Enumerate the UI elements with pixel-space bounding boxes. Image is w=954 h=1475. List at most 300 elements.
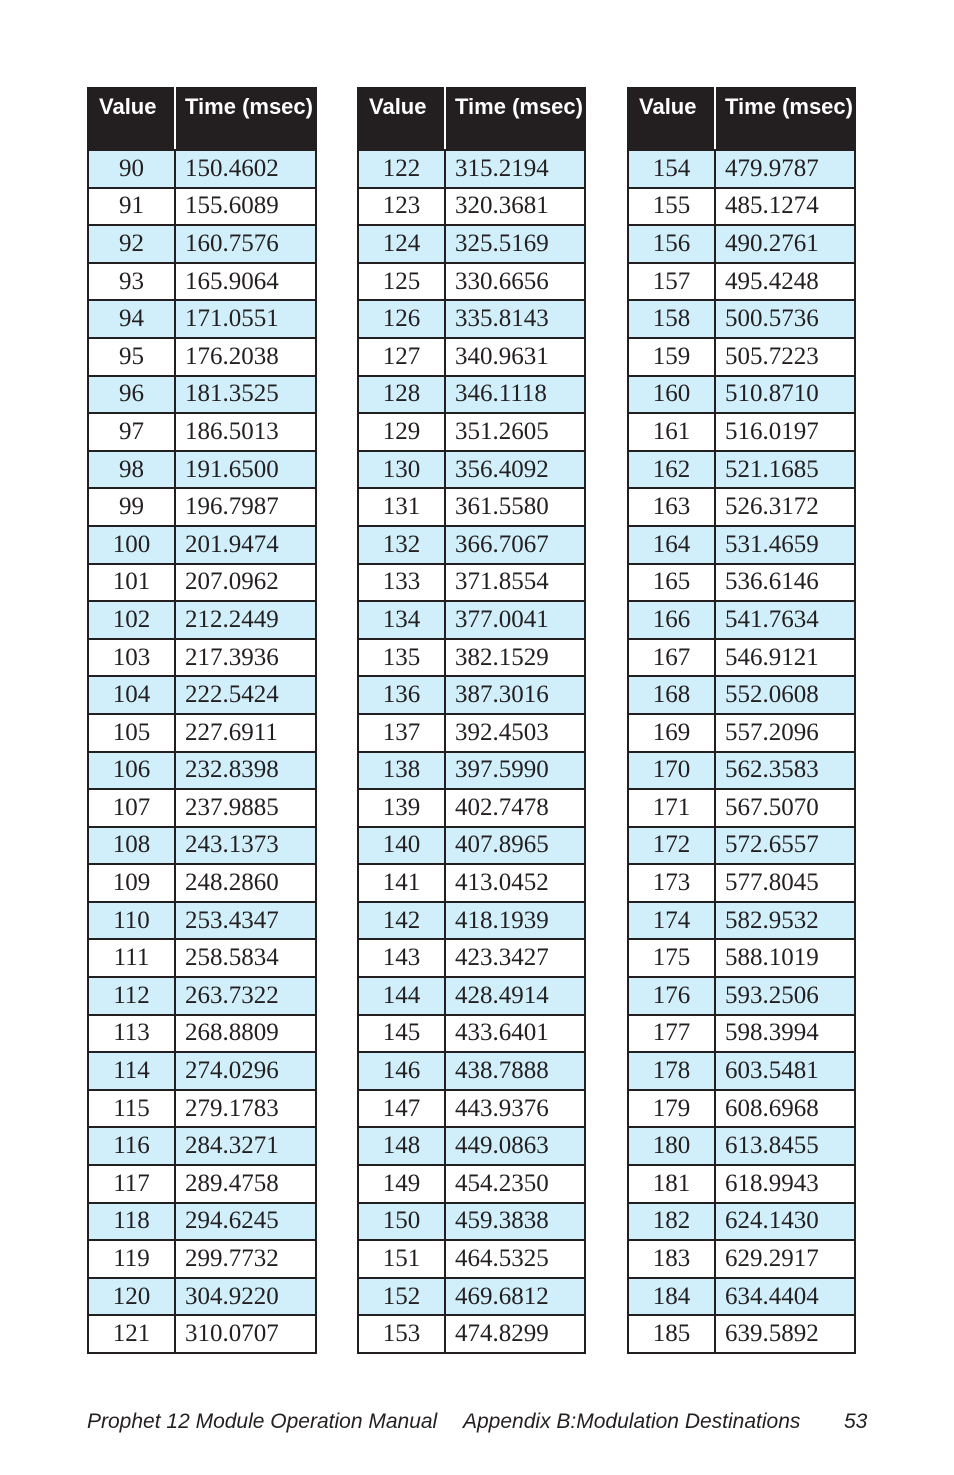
table-row: [88, 1090, 316, 1128]
table-row: [88, 488, 316, 526]
table-row: [358, 714, 585, 752]
time-cell: 454.2350: [445, 1165, 585, 1203]
value-cell: 131: [358, 488, 445, 526]
value-cell: 90: [88, 150, 175, 188]
time-cell: 207.0962: [175, 564, 316, 602]
value-cell: 136: [358, 676, 445, 714]
time-cell: 279.1783: [175, 1090, 316, 1128]
value-cell: 126: [358, 300, 445, 338]
table-row: [88, 338, 316, 376]
table-row: [358, 1203, 585, 1241]
table-row: [628, 1090, 855, 1128]
value-cell: 115: [88, 1090, 175, 1128]
value-cell: 151: [358, 1240, 445, 1278]
value-cell: 181: [628, 1165, 715, 1203]
value-cell: 182: [628, 1203, 715, 1241]
value-cell: 100: [88, 526, 175, 564]
value-cell: 161: [628, 413, 715, 451]
time-cell: 304.9220: [175, 1278, 316, 1316]
value-cell: 162: [628, 451, 715, 489]
table-row: [628, 526, 855, 564]
table-row: [628, 827, 855, 865]
time-cell: 227.6911: [175, 714, 316, 752]
table-row: [88, 714, 316, 752]
time-cell: 387.3016: [445, 676, 585, 714]
time-cell: 150.4602: [175, 150, 316, 188]
time-cell: 546.9121: [715, 639, 855, 677]
table-row: [358, 1165, 585, 1203]
value-cell: 127: [358, 338, 445, 376]
value-cell: 164: [628, 526, 715, 564]
value-cell: 129: [358, 413, 445, 451]
table-row: [88, 977, 316, 1015]
value-cell: 99: [88, 488, 175, 526]
time-cell: 371.8554: [445, 564, 585, 602]
value-cell: 119: [88, 1240, 175, 1278]
table-row: [88, 564, 316, 602]
value-cell: 170: [628, 752, 715, 790]
time-cell: 176.2038: [175, 338, 316, 376]
table-row: [88, 300, 316, 338]
time-cell: 346.1118: [445, 376, 585, 414]
table-row: [88, 1315, 316, 1353]
value-cell: 98: [88, 451, 175, 489]
value-cell: 183: [628, 1240, 715, 1278]
time-cell: 284.3271: [175, 1127, 316, 1165]
table-row: [628, 639, 855, 677]
value-cell: 165: [628, 564, 715, 602]
time-cell: 160.7576: [175, 225, 316, 263]
table-row: [358, 1090, 585, 1128]
value-cell: 154: [628, 150, 715, 188]
value-cell: 147: [358, 1090, 445, 1128]
table-row: [88, 864, 316, 902]
table-row: [628, 451, 855, 489]
table-row: [628, 1127, 855, 1165]
value-cell: 153: [358, 1315, 445, 1353]
value-cell: 159: [628, 338, 715, 376]
table-row: [628, 977, 855, 1015]
time-cell: 479.9787: [715, 150, 855, 188]
value-cell: 106: [88, 752, 175, 790]
table-row: [358, 1015, 585, 1053]
table-row: [88, 939, 316, 977]
value-time-tables: [87, 87, 855, 1360]
time-cell: 490.2761: [715, 225, 855, 263]
value-cell: 93: [88, 263, 175, 301]
table-header-row: [358, 88, 585, 150]
value-cell: 150: [358, 1203, 445, 1241]
value-cell: 160: [628, 376, 715, 414]
table-row: [628, 864, 855, 902]
table-row: [628, 225, 855, 263]
value-cell: 92: [88, 225, 175, 263]
table-row: [628, 1278, 855, 1316]
time-cell: 212.2449: [175, 601, 316, 639]
time-cell: 613.8455: [715, 1127, 855, 1165]
time-cell: 423.3427: [445, 939, 585, 977]
time-cell: 618.9943: [715, 1165, 855, 1203]
time-cell: 181.3525: [175, 376, 316, 414]
time-cell: 196.7987: [175, 488, 316, 526]
time-cell: 443.9376: [445, 1090, 585, 1128]
table-row: [358, 150, 585, 188]
table-row: [628, 376, 855, 414]
value-cell: 120: [88, 1278, 175, 1316]
time-cell: 469.6812: [445, 1278, 585, 1316]
table-row: [628, 1203, 855, 1241]
table-row: [358, 1127, 585, 1165]
table-row: [88, 676, 316, 714]
time-cell: 407.8965: [445, 827, 585, 865]
value-cell: 94: [88, 300, 175, 338]
table-row: [628, 188, 855, 226]
time-cell: 402.7478: [445, 789, 585, 827]
table-row: [628, 939, 855, 977]
table-row: [628, 1052, 855, 1090]
value-column-header: Value: [358, 88, 445, 150]
table-row: [358, 639, 585, 677]
value-cell: 132: [358, 526, 445, 564]
value-cell: 169: [628, 714, 715, 752]
time-cell: 639.5892: [715, 1315, 855, 1353]
value-cell: 105: [88, 714, 175, 752]
time-cell: 217.3936: [175, 639, 316, 677]
table-row: [358, 789, 585, 827]
time-cell: 541.7634: [715, 601, 855, 639]
time-cell: 165.9064: [175, 263, 316, 301]
table-row: [88, 1240, 316, 1278]
value-cell: 140: [358, 827, 445, 865]
time-cell: 289.4758: [175, 1165, 316, 1203]
table-row: [358, 451, 585, 489]
value-cell: 118: [88, 1203, 175, 1241]
value-cell: 130: [358, 451, 445, 489]
value-cell: 122: [358, 150, 445, 188]
value-cell: 133: [358, 564, 445, 602]
time-cell: 366.7067: [445, 526, 585, 564]
value-cell: 102: [88, 601, 175, 639]
table-row: [358, 300, 585, 338]
value-cell: 107: [88, 789, 175, 827]
time-cell: 572.6557: [715, 827, 855, 865]
time-cell: 222.5424: [175, 676, 316, 714]
value-cell: 143: [358, 939, 445, 977]
value-cell: 146: [358, 1052, 445, 1090]
time-cell: 340.9631: [445, 338, 585, 376]
time-cell: 516.0197: [715, 413, 855, 451]
table-row: [358, 225, 585, 263]
table-row: [88, 413, 316, 451]
time-cell: 428.4914: [445, 977, 585, 1015]
page-footer: [87, 1410, 867, 1440]
value-cell: 123: [358, 188, 445, 226]
table-row: [628, 676, 855, 714]
value-cell: 110: [88, 902, 175, 940]
time-cell: 243.1373: [175, 827, 316, 865]
table-row: [88, 1165, 316, 1203]
time-cell: 320.3681: [445, 188, 585, 226]
time-cell: 171.0551: [175, 300, 316, 338]
table-row: [88, 150, 316, 188]
time-cell: 505.7223: [715, 338, 855, 376]
time-cell: 191.6500: [175, 451, 316, 489]
table-row: [628, 1315, 855, 1353]
value-time-table-3: [627, 87, 856, 1354]
table-row: [88, 1278, 316, 1316]
table-row: [88, 902, 316, 940]
value-cell: 91: [88, 188, 175, 226]
value-cell: 134: [358, 601, 445, 639]
time-cell: 201.9474: [175, 526, 316, 564]
value-cell: 152: [358, 1278, 445, 1316]
value-cell: 141: [358, 864, 445, 902]
table-row: [628, 1165, 855, 1203]
value-cell: 158: [628, 300, 715, 338]
table-row: [358, 488, 585, 526]
value-cell: 104: [88, 676, 175, 714]
table-row: [88, 639, 316, 677]
table-row: [358, 902, 585, 940]
time-cell: 495.4248: [715, 263, 855, 301]
time-cell: 593.2506: [715, 977, 855, 1015]
table-row: [358, 338, 585, 376]
value-cell: 175: [628, 939, 715, 977]
table-header-row: [88, 88, 316, 150]
time-cell: 485.1274: [715, 188, 855, 226]
value-cell: 116: [88, 1127, 175, 1165]
value-column-header: Value: [88, 88, 175, 150]
table-row: [88, 789, 316, 827]
table-row: [358, 676, 585, 714]
value-cell: 145: [358, 1015, 445, 1053]
time-cell: 397.5990: [445, 752, 585, 790]
table-row: [358, 864, 585, 902]
time-cell: 562.3583: [715, 752, 855, 790]
table-row: [358, 376, 585, 414]
time-column-header: Time (msec): [715, 88, 855, 150]
value-cell: 96: [88, 376, 175, 414]
time-cell: 603.5481: [715, 1052, 855, 1090]
time-cell: 263.7322: [175, 977, 316, 1015]
time-cell: 531.4659: [715, 526, 855, 564]
time-cell: 268.8809: [175, 1015, 316, 1053]
value-cell: 101: [88, 564, 175, 602]
section-title: Appendix B:Modulation Destinations: [463, 1410, 801, 1433]
time-cell: 449.0863: [445, 1127, 585, 1165]
table-row: [88, 526, 316, 564]
value-cell: 180: [628, 1127, 715, 1165]
value-cell: 113: [88, 1015, 175, 1053]
table-row: [88, 188, 316, 226]
time-cell: 577.8045: [715, 864, 855, 902]
table-row: [358, 752, 585, 790]
table-row: [358, 526, 585, 564]
time-cell: 253.4347: [175, 902, 316, 940]
table-row: [358, 564, 585, 602]
time-cell: 248.2860: [175, 864, 316, 902]
time-cell: 361.5580: [445, 488, 585, 526]
time-cell: 418.1939: [445, 902, 585, 940]
time-cell: 351.2605: [445, 413, 585, 451]
time-cell: 433.6401: [445, 1015, 585, 1053]
value-cell: 172: [628, 827, 715, 865]
table-row: [358, 1052, 585, 1090]
table-row: [628, 752, 855, 790]
table-row: [628, 902, 855, 940]
time-cell: 325.5169: [445, 225, 585, 263]
value-cell: 171: [628, 789, 715, 827]
value-cell: 157: [628, 263, 715, 301]
table-row: [628, 564, 855, 602]
time-cell: 377.0041: [445, 601, 585, 639]
time-cell: 310.0707: [175, 1315, 316, 1353]
time-cell: 608.6968: [715, 1090, 855, 1128]
value-cell: 168: [628, 676, 715, 714]
table-row: [358, 188, 585, 226]
time-cell: 526.3172: [715, 488, 855, 526]
table-row: [88, 601, 316, 639]
time-column-header: Time (msec): [445, 88, 585, 150]
table-row: [88, 263, 316, 301]
time-cell: 382.1529: [445, 639, 585, 677]
time-cell: 598.3994: [715, 1015, 855, 1053]
table-row: [628, 1015, 855, 1053]
value-cell: 185: [628, 1315, 715, 1353]
time-cell: 392.4503: [445, 714, 585, 752]
table-row: [628, 300, 855, 338]
table-row: [88, 827, 316, 865]
value-cell: 176: [628, 977, 715, 1015]
value-cell: 97: [88, 413, 175, 451]
time-cell: 237.9885: [175, 789, 316, 827]
time-cell: 567.5070: [715, 789, 855, 827]
table-row: [628, 1240, 855, 1278]
page-number: 53: [844, 1410, 868, 1433]
table-row: [628, 413, 855, 451]
value-cell: 139: [358, 789, 445, 827]
time-cell: 624.1430: [715, 1203, 855, 1241]
value-cell: 112: [88, 977, 175, 1015]
table-row: [628, 263, 855, 301]
value-cell: 177: [628, 1015, 715, 1053]
table-header-row: [628, 88, 855, 150]
table-row: [358, 263, 585, 301]
value-column-header: Value: [628, 88, 715, 150]
table-row: [358, 413, 585, 451]
value-cell: 149: [358, 1165, 445, 1203]
table-row: [88, 1015, 316, 1053]
value-cell: 174: [628, 902, 715, 940]
time-cell: 536.6146: [715, 564, 855, 602]
table-row: [358, 1315, 585, 1353]
time-cell: 413.0452: [445, 864, 585, 902]
table-row: [88, 752, 316, 790]
time-cell: 155.6089: [175, 188, 316, 226]
time-cell: 335.8143: [445, 300, 585, 338]
time-cell: 500.5736: [715, 300, 855, 338]
time-cell: 274.0296: [175, 1052, 316, 1090]
value-cell: 167: [628, 639, 715, 677]
value-cell: 173: [628, 864, 715, 902]
time-cell: 258.5834: [175, 939, 316, 977]
value-cell: 155: [628, 188, 715, 226]
time-cell: 629.2917: [715, 1240, 855, 1278]
value-cell: 137: [358, 714, 445, 752]
time-cell: 232.8398: [175, 752, 316, 790]
value-cell: 108: [88, 827, 175, 865]
value-cell: 117: [88, 1165, 175, 1203]
value-cell: 184: [628, 1278, 715, 1316]
value-cell: 111: [88, 939, 175, 977]
value-cell: 142: [358, 902, 445, 940]
time-cell: 588.1019: [715, 939, 855, 977]
time-cell: 464.5325: [445, 1240, 585, 1278]
value-cell: 125: [358, 263, 445, 301]
table-row: [358, 939, 585, 977]
time-cell: 557.2096: [715, 714, 855, 752]
table-row: [88, 1203, 316, 1241]
time-cell: 521.1685: [715, 451, 855, 489]
table-row: [358, 1240, 585, 1278]
time-cell: 186.5013: [175, 413, 316, 451]
table-row: [628, 488, 855, 526]
table-row: [88, 1127, 316, 1165]
table-row: [88, 376, 316, 414]
value-time-table-1: [87, 87, 317, 1354]
table-row: [358, 827, 585, 865]
time-cell: 552.0608: [715, 676, 855, 714]
value-cell: 144: [358, 977, 445, 1015]
table-row: [358, 1278, 585, 1316]
time-cell: 438.7888: [445, 1052, 585, 1090]
value-cell: 148: [358, 1127, 445, 1165]
value-cell: 179: [628, 1090, 715, 1128]
time-cell: 356.4092: [445, 451, 585, 489]
value-cell: 178: [628, 1052, 715, 1090]
time-cell: 474.8299: [445, 1315, 585, 1353]
value-time-table-2: [357, 87, 586, 1354]
time-cell: 459.3838: [445, 1203, 585, 1241]
value-cell: 95: [88, 338, 175, 376]
table-row: [358, 601, 585, 639]
value-cell: 128: [358, 376, 445, 414]
manual-title: Prophet 12 Module Operation Manual: [87, 1410, 438, 1433]
time-cell: 294.6245: [175, 1203, 316, 1241]
table-row: [358, 977, 585, 1015]
value-cell: 156: [628, 225, 715, 263]
value-cell: 135: [358, 639, 445, 677]
value-cell: 166: [628, 601, 715, 639]
table-row: [628, 601, 855, 639]
value-cell: 163: [628, 488, 715, 526]
table-row: [628, 150, 855, 188]
time-cell: 330.6656: [445, 263, 585, 301]
time-cell: 582.9532: [715, 902, 855, 940]
value-cell: 121: [88, 1315, 175, 1353]
time-cell: 299.7732: [175, 1240, 316, 1278]
value-cell: 124: [358, 225, 445, 263]
table-row: [628, 338, 855, 376]
table-row: [628, 789, 855, 827]
time-cell: 315.2194: [445, 150, 585, 188]
value-cell: 109: [88, 864, 175, 902]
value-cell: 103: [88, 639, 175, 677]
value-cell: 114: [88, 1052, 175, 1090]
time-cell: 510.8710: [715, 376, 855, 414]
table-row: [88, 1052, 316, 1090]
time-cell: 634.4404: [715, 1278, 855, 1316]
